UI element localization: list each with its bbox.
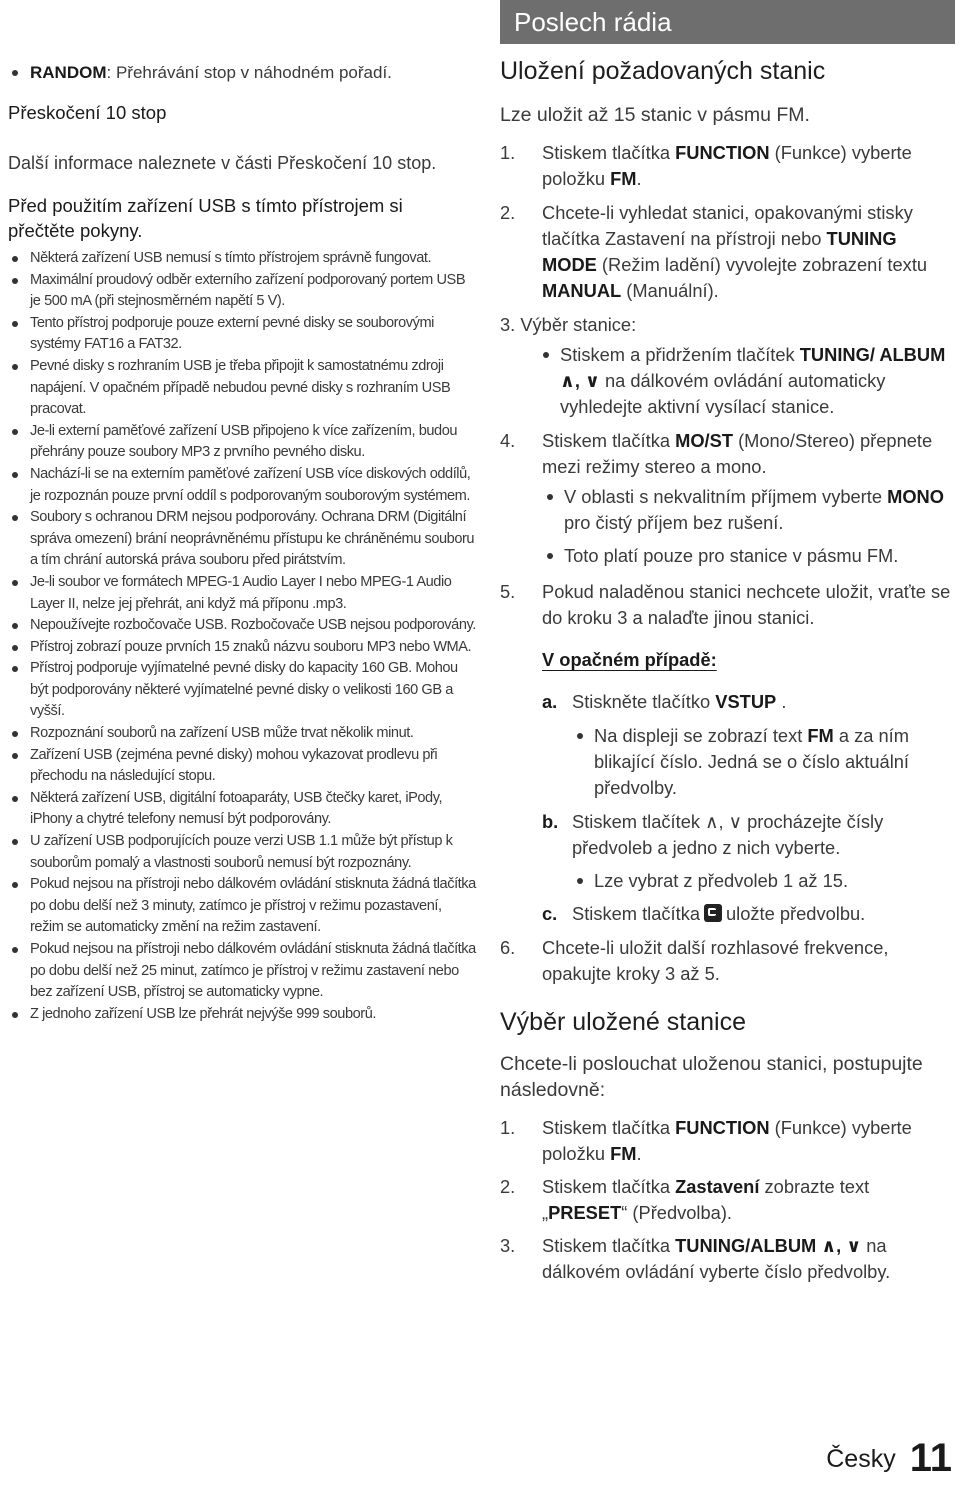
- usb-bullet-item: U zařízení USB podporujících pouze verzi USB 1.1 může být přístup k souborům pomalý a vlastnosti souborů nemusí být rozpoznány.: [8, 831, 478, 874]
- usb-bullet-item: Je-li externí paměťové zařízení USB připojeno k více zařízením, budou přehrány pouze soubory MP3 z prvního pevného disku.: [8, 421, 478, 464]
- usb-bullet-item: Zařízení USB (zejména pevné disky) mohou vykazovat prodlevu při přechodu na následující stopu.: [8, 745, 478, 788]
- usb-heading: Před použitím zařízení USB s tímto přístrojem si přečtěte pokyny.: [8, 195, 403, 241]
- save-step-5: 5. Pokud naladěnou stanici nechcete uložit, vraťte se do kroku 3 a nalaďte jinou stanici.: [500, 581, 951, 628]
- page-footer: [826, 1436, 952, 1481]
- select-step-1: 1. Stiskem tlačítka FUNCTION (Funkce) vyberte položku FM.: [500, 1117, 912, 1164]
- usb-bullet-item: Pokud nejsou na přístroji nebo dálkovém ovládání stisknuta žádná tlačítka po dobu delší než 25 minut, zatímco je přístroj v režimu zastavení nebo bez zařízení USB, přístroj se automaticky vypne.: [8, 939, 478, 1004]
- usb-bullet-item: Některá zařízení USB, digitální fotoaparáty, USB čtečky karet, iPody, iPhony a chytré telefony nemusí být podporovány.: [8, 788, 478, 831]
- step-4-bullet-fm: Toto platí pouze pro stanice v pásmu FM.: [542, 543, 955, 569]
- save-intro: Lze uložit až 15 stanic v pásmu FM.: [500, 104, 810, 126]
- save-step-3: 3. Výběr stanice: Stiskem a přidržením tlačítek TUNING/ ALBUM ∧, ∨ na dálkovém ovládání automaticky vyhledejte aktivní vysílací stanice.: [500, 312, 955, 420]
- usb-bullet-item: Nachází-li se na externím paměťové zařízení USB více diskových oddílů, je rozpoznán pouze první oddíl s podporovaným souborovým systémem.: [8, 464, 478, 507]
- right-column: [500, 0, 955, 1285]
- substep-b-bullet: Lze vybrat z předvoleb 1 až 15.: [572, 868, 955, 894]
- page-number: 11: [909, 1436, 952, 1480]
- usb-bullet-item: Je-li soubor ve formátech MPEG-1 Audio Layer I nebo MPEG-1 Audio Layer II, nelze jej přehrát, ani když má příponu .mp3.: [8, 572, 478, 615]
- usb-bullet-list: [8, 248, 478, 1025]
- usb-bullet-item: Některá zařízení USB nemusí s tímto přístrojem správně fungovat.: [8, 248, 478, 270]
- usb-bullet-item: Nepoužívejte rozbočovače USB. Rozbočovače USB nejsou podporovány.: [8, 615, 478, 637]
- select-step-3: 3. Stiskem tlačítka TUNING/ALBUM ∧, ∨ na dálkovém ovládání vyberte číslo předvolby.: [500, 1235, 891, 1282]
- select-intro: Chcete-li poslouchat uloženou stanici, postupujte následovně:: [500, 1053, 923, 1101]
- save-stations-heading: Uložení požadovaných stanic: [500, 57, 826, 85]
- substep-a: a. Stiskněte tlačítko VSTUP . Na displeji se zobrazí text FM a za ním blikající číslo. Jedná se o číslo aktuální předvolby.: [542, 689, 955, 801]
- usb-bullet-item: Soubory s ochranou DRM nejsou podporovány. Ochrana DRM (Digitální správa omezení) brání neoprávněnému přístupu ke chráněnému souboru a tím chrání autorská práva souboru před pirátstvím.: [8, 507, 478, 572]
- usb-bullet-item: Rozpoznání souborů na zařízení USB může trvat několik minut.: [8, 723, 478, 745]
- usb-bullet-item: Z jednoho zařízení USB lze přehrát nejvýše 999 souborů.: [8, 1004, 478, 1026]
- footer-language: Česky: [826, 1445, 896, 1473]
- save-step-6: 6. Chcete-li uložit další rozhlasové frekvence, opakujte kroky 3 až 5.: [500, 937, 889, 984]
- substep-b: b. Stiskem tlačítek ∧, ∨ procházejte čísly předvoleb a jedno z nich vyberte. Lze vybrat z předvoleb 1 až 15.: [542, 809, 955, 894]
- section-banner: Poslech rádia: [500, 0, 955, 44]
- save-step-4: 4. Stiskem tlačítka MO/ST (Mono/Stereo) přepnete mezi režimy stereo a mono. V oblasti s nekvalitním příjmem vyberte MONO pro čistý příjem bez rušení. Toto platí pouze pro stanice v pásmu FM.: [500, 428, 955, 569]
- otherwise-heading: V opačném případě:: [542, 649, 717, 670]
- left-column: [8, 62, 478, 1025]
- skip-heading: Přeskočení 10 stop: [8, 102, 167, 123]
- step-3-bullet: Stiskem a přidržením tlačítek TUNING/ ALBUM ∧, ∨ na dálkovém ovládání automaticky vyhledejte aktivní vysílací stanice.: [538, 342, 955, 420]
- save-step-1: 1. Stiskem tlačítka FUNCTION (Funkce) vyberte položku FM.: [500, 142, 912, 189]
- enter-icon: [704, 904, 722, 922]
- usb-bullet-item: Tento přístroj podporuje pouze externí pevné disky se souborovými systémy FAT16 a FAT32.: [8, 313, 478, 356]
- usb-bullet-item: Přístroj podporuje vyjímatelné pevné disky do kapacity 160 GB. Mohou být podporovány některé vyjímatelné pevné disky o velikosti 160 GB a vyšší.: [8, 658, 478, 723]
- random-list: [8, 62, 478, 84]
- step-4-bullet-mono: V oblasti s nekvalitním příjmem vyberte MONO pro čistý příjem bez rušení.: [542, 484, 955, 536]
- select-station-heading: Výběr uložené stanice: [500, 1008, 746, 1036]
- substep-a-bullet: Na displeji se zobrazí text FM a za ním blikající číslo. Jedná se o číslo aktuální předvolby.: [572, 723, 955, 801]
- usb-bullet-item: Pevné disky s rozhraním USB je třeba připojit k samostatnému zdroji napájení. V opačném případě nebudou pevné disky s rozhraním USB pracovat.: [8, 356, 478, 421]
- substep-c: c. Stiskem tlačítka uložte předvolbu.: [542, 903, 866, 924]
- usb-bullet-item: Přístroj zobrazí pouze prvních 15 znaků názvu souboru MP3 nebo WMA.: [8, 637, 478, 659]
- select-step-2: 2. Stiskem tlačítka Zastavení zobrazte text „PRESET“ (Předvolba).: [500, 1176, 870, 1223]
- random-item: RANDOM: Přehrávání stop v náhodném pořadí.: [8, 62, 478, 84]
- usb-bullet-item: Maximální proudový odběr externího zařízení podporovaný portem USB je 500 mA (při stejnosměrném napětí 5 V).: [8, 270, 478, 313]
- usb-bullet-item: Pokud nejsou na přístroji nebo dálkovém ovládání stisknuta žádná tlačítka po dobu delší než 3 minuty, zatímco je přístroj v režimu pozastavení, režim se automaticky změní na režim zastavení.: [8, 874, 478, 939]
- save-step-2: 2. Chcete-li vyhledat stanici, opakovanými stisky tlačítka Zastavení na přístroji nebo TUNING MODE (Režim ladění) vyvolejte zobrazení textu MANUAL (Manuální).: [500, 202, 928, 301]
- skip-text: Další informace naleznete v části Přeskočení 10 stop.: [8, 153, 437, 173]
